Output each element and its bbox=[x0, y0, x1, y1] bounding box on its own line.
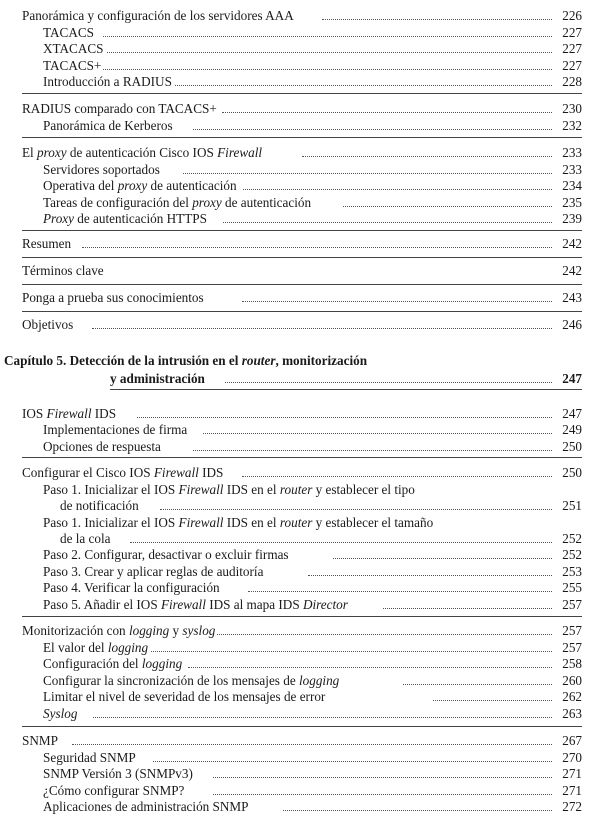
toc-entry bbox=[22, 289, 582, 307]
toc-entry-page: 272 bbox=[559, 798, 582, 816]
toc-entry-title: Proxy de autenticación HTTPS bbox=[43, 211, 207, 226]
toc-entry-page: 233 bbox=[559, 161, 582, 179]
toc-entry bbox=[43, 546, 582, 564]
toc-entry-title: Configurar la sincronización de los mensajes de logging bbox=[43, 673, 340, 688]
toc-entry bbox=[43, 177, 582, 195]
toc-entry-title: Configurar el Cisco IOS Firewall IDS bbox=[22, 465, 224, 480]
toc-entry-page: 242 bbox=[559, 235, 582, 253]
toc-entry-title: Configuración del logging bbox=[43, 656, 183, 671]
toc-entry-title: Términos clave bbox=[22, 263, 104, 278]
toc-entry-page: 227 bbox=[559, 40, 582, 58]
toc-entry-page: 251 bbox=[559, 497, 582, 515]
toc-entry-title: ¿Cómo configurar SNMP? bbox=[43, 783, 185, 798]
section-divider bbox=[22, 230, 582, 231]
section-divider bbox=[22, 284, 582, 285]
toc-entry-title: Panorámica y configuración de los servidores AAA bbox=[22, 8, 294, 23]
toc-entry bbox=[43, 688, 582, 706]
toc-entry-title: Objetivos bbox=[22, 317, 74, 332]
toc-entry-title: Paso 1. Inicializar el IOS Firewall IDS en el router y establecer el tipo bbox=[43, 482, 415, 497]
toc-entry-title: Paso 4. Verificar la configuración bbox=[43, 580, 220, 595]
toc-entry-page: 242 bbox=[559, 262, 582, 280]
section-divider bbox=[22, 457, 582, 458]
toc-entry-page: 227 bbox=[559, 57, 582, 75]
toc-entry-title: Introducción a RADIUS bbox=[43, 74, 172, 89]
toc-entry-page: 250 bbox=[559, 438, 582, 456]
toc-entry bbox=[22, 464, 582, 482]
toc-entry bbox=[60, 497, 582, 515]
toc-entry-title: Paso 5. Añadir el IOS Firewall IDS al mapa IDS Director bbox=[43, 597, 348, 612]
toc-entry-page: 267 bbox=[559, 732, 582, 750]
toc-entry-title: TACACS bbox=[43, 25, 94, 40]
toc-entry-title: SNMP bbox=[22, 733, 58, 748]
toc-entry bbox=[43, 655, 582, 673]
toc-entry-title: Aplicaciones de administración SNMP bbox=[43, 799, 249, 814]
toc-entry-page: 252 bbox=[559, 546, 582, 564]
toc-entry-title: de la cola bbox=[60, 531, 111, 546]
chapter-page: 247 bbox=[559, 370, 582, 388]
toc-entry-page: 252 bbox=[559, 530, 582, 548]
toc-entry-title: Opciones de respuesta bbox=[43, 439, 161, 454]
toc-entry-page: 257 bbox=[559, 622, 582, 640]
toc-entry-page: 271 bbox=[559, 765, 582, 783]
toc-entry bbox=[43, 596, 582, 614]
toc-entry-page: 257 bbox=[559, 639, 582, 657]
toc-entry bbox=[43, 798, 582, 816]
toc-entry-page: 226 bbox=[559, 7, 582, 25]
section-divider bbox=[22, 726, 582, 727]
toc-entry bbox=[43, 117, 582, 135]
chapter-heading: Capítulo 5. Detección de la intrusión en el router, monitorización bbox=[4, 353, 368, 368]
section-divider bbox=[22, 257, 582, 258]
toc-entry-page: 246 bbox=[559, 316, 582, 334]
toc-entry-title: Limitar el nivel de severidad de los mensajes de error bbox=[43, 689, 326, 704]
chapter-heading-line2: y administración 247 bbox=[110, 371, 582, 386]
toc-entry-title: Ponga a prueba sus conocimientos bbox=[22, 290, 204, 305]
toc-entry bbox=[43, 210, 582, 228]
toc-entry-title: Paso 3. Crear y aplicar reglas de auditoría bbox=[43, 564, 264, 579]
toc-entry-title: Tareas de configuración del proxy de autenticación bbox=[43, 195, 312, 210]
toc-entry-title: RADIUS comparado con TACACS+ bbox=[22, 101, 217, 116]
toc-entry bbox=[22, 262, 582, 280]
toc-entry-page: 235 bbox=[559, 194, 582, 212]
toc-entry-page: 234 bbox=[559, 177, 582, 195]
toc-entry-title: El valor del logging bbox=[43, 640, 149, 655]
toc-entry-page: 250 bbox=[559, 464, 582, 482]
section-divider bbox=[22, 93, 582, 94]
toc-entry bbox=[22, 144, 582, 162]
toc-entry-title: Panorámica de Kerberos bbox=[43, 118, 173, 133]
toc-entry-page: 255 bbox=[559, 579, 582, 597]
toc-entry-page: 247 bbox=[559, 405, 582, 423]
toc-entry-title: El proxy de autenticación Cisco IOS Firewall bbox=[22, 145, 263, 160]
toc-entry-page: 230 bbox=[559, 100, 582, 118]
toc-entry-page: 253 bbox=[559, 563, 582, 581]
toc-entry-page: 260 bbox=[559, 672, 582, 690]
toc-entry-page: 262 bbox=[559, 688, 582, 706]
toc-entry-title: Implementaciones de firma bbox=[43, 422, 188, 437]
toc-entry bbox=[43, 705, 582, 723]
toc-entry-title: Paso 2. Configurar, desactivar o excluir firmas bbox=[43, 547, 289, 562]
toc-entry-title: Operativa del proxy de autenticación bbox=[43, 178, 237, 193]
toc-entry-title: de notificación bbox=[60, 498, 139, 513]
toc-entry-page: 232 bbox=[559, 117, 582, 135]
toc-entry-page: 263 bbox=[559, 705, 582, 723]
toc-entry-title: SNMP Versión 3 (SNMPv3) bbox=[43, 766, 193, 781]
toc-entry-page: 271 bbox=[559, 782, 582, 800]
toc-entry-title: XTACACS bbox=[43, 41, 104, 56]
toc-entry-title: Seguridad SNMP bbox=[43, 750, 136, 765]
toc-entry bbox=[43, 765, 582, 783]
toc-entry bbox=[22, 7, 582, 25]
toc-entry bbox=[22, 732, 582, 750]
toc-entry-page: 228 bbox=[559, 73, 582, 91]
section-divider bbox=[22, 311, 582, 312]
toc-entry-page: 243 bbox=[559, 289, 582, 307]
toc-entry-title: Paso 1. Inicializar el IOS Firewall IDS en el router y establecer el tamaño bbox=[43, 515, 434, 530]
toc-entry-page: 270 bbox=[559, 749, 582, 767]
toc-entry-title: TACACS+ bbox=[43, 58, 102, 73]
toc-entry bbox=[43, 73, 582, 91]
section-divider bbox=[22, 137, 582, 138]
toc-entry-page: 233 bbox=[559, 144, 582, 162]
toc-entry bbox=[22, 100, 582, 118]
toc-entry-page: 227 bbox=[559, 24, 582, 42]
toc-entry bbox=[43, 579, 582, 597]
toc-entry-page: 257 bbox=[559, 596, 582, 614]
toc-entry bbox=[22, 622, 582, 640]
toc-entry bbox=[22, 235, 582, 253]
toc-entry bbox=[22, 316, 582, 334]
toc-entry bbox=[43, 40, 582, 58]
toc-entry bbox=[43, 421, 582, 439]
toc-entry-title: Syslog bbox=[43, 706, 78, 721]
toc-entry bbox=[43, 438, 582, 456]
toc-entry-page: 249 bbox=[559, 421, 582, 439]
toc-entry-title: Servidores soportados bbox=[43, 162, 160, 177]
section-divider bbox=[22, 616, 582, 617]
toc-entry-title: Monitorización con logging y syslog bbox=[22, 623, 216, 638]
toc-entry-page: 239 bbox=[559, 210, 582, 228]
chapter-rule bbox=[110, 389, 582, 390]
toc-entry-page: 258 bbox=[559, 655, 582, 673]
toc-entry-title: IOS Firewall IDS bbox=[22, 406, 117, 421]
toc-entry-title: Resumen bbox=[22, 236, 72, 251]
